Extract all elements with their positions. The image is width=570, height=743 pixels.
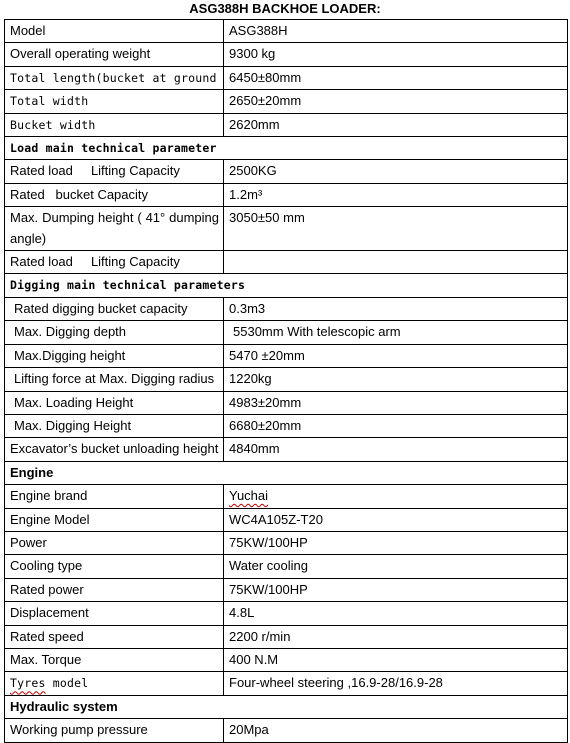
spellcheck-underlined-text: Yuchai bbox=[229, 488, 269, 504]
row-label: Power bbox=[5, 531, 224, 554]
table-row bbox=[5, 344, 568, 367]
row-label: Cooling type bbox=[5, 555, 224, 578]
row-label: Max. Digging Height bbox=[5, 414, 224, 437]
row-label: Max. Digging depth bbox=[5, 321, 224, 344]
table-row bbox=[5, 672, 568, 695]
row-value: 9300 kg bbox=[224, 43, 568, 66]
row-label: Max. Loading Height bbox=[5, 391, 224, 414]
row-value: 6450±80mm bbox=[224, 66, 568, 89]
row-value: 1220kg bbox=[224, 368, 568, 391]
row-value: 4.8L bbox=[224, 602, 568, 625]
row-value: 2620mm bbox=[224, 113, 568, 136]
table-row bbox=[5, 648, 568, 671]
spec-table bbox=[4, 19, 568, 743]
table-row bbox=[5, 578, 568, 601]
section-title: Load main technical parameter bbox=[5, 137, 568, 160]
table-row bbox=[5, 625, 568, 648]
row-label: Rated speed bbox=[5, 625, 224, 648]
row-value: 5530mm With telescopic arm bbox=[224, 321, 568, 344]
row-value: Four-wheel steering ,16.9-28/16.9-28 bbox=[224, 672, 568, 695]
row-label: Max. Torque bbox=[5, 648, 224, 671]
table-row bbox=[5, 183, 568, 206]
row-label: Overall operating weight bbox=[5, 43, 224, 66]
table-row bbox=[5, 391, 568, 414]
table-row bbox=[5, 90, 568, 113]
section-title: Engine bbox=[5, 461, 568, 484]
row-label: Rated digging bucket capacity bbox=[5, 297, 224, 320]
row-value: 400 N.M bbox=[224, 648, 568, 671]
document-title: ASG388H BACKHOE LOADER: bbox=[189, 1, 381, 16]
row-value: Water cooling bbox=[224, 555, 568, 578]
row-label: Rated load Lifting Capacity bbox=[5, 251, 224, 274]
row-label: Rated load Lifting Capacity bbox=[5, 160, 224, 183]
row-label: Total length(bucket at ground bbox=[5, 66, 224, 89]
table-row bbox=[5, 531, 568, 554]
row-label: Lifting force at Max. Digging radius bbox=[5, 368, 224, 391]
row-value bbox=[224, 251, 568, 274]
table-row bbox=[5, 602, 568, 625]
spellcheck-underlined-text: Tyres bbox=[10, 676, 46, 691]
row-value: 3050±50 mm bbox=[224, 207, 568, 251]
table-row bbox=[5, 66, 568, 89]
row-label: Max. Dumping height ( 41° dumping angle) bbox=[5, 207, 224, 251]
table-row bbox=[5, 368, 568, 391]
row-value: 4983±20mm bbox=[224, 391, 568, 414]
row-value: 2500KG bbox=[224, 160, 568, 183]
row-label: Model bbox=[5, 20, 224, 43]
row-value: 4840mm bbox=[224, 438, 568, 461]
row-value bbox=[224, 485, 568, 508]
row-label: Working pump pressure bbox=[5, 719, 224, 742]
table-row bbox=[5, 20, 568, 43]
section-header-row bbox=[5, 695, 568, 718]
row-value: 6680±20mm bbox=[224, 414, 568, 437]
row-label: Excavator’s bucket unloading height bbox=[5, 438, 224, 461]
section-title: Hydraulic system bbox=[5, 695, 568, 718]
row-label: Bucket width bbox=[5, 113, 224, 136]
table-row bbox=[5, 207, 568, 251]
table-row bbox=[5, 321, 568, 344]
table-row bbox=[5, 297, 568, 320]
section-title: Digging main technical parameters bbox=[5, 274, 568, 297]
table-row bbox=[5, 438, 568, 461]
row-label: Total width bbox=[5, 90, 224, 113]
table-row bbox=[5, 113, 568, 136]
table-row bbox=[5, 508, 568, 531]
row-value: 5470 ±20mm bbox=[224, 344, 568, 367]
row-value: 1.2m³ bbox=[224, 183, 568, 206]
row-label: Displacement bbox=[5, 602, 224, 625]
row-label: Engine brand bbox=[5, 485, 224, 508]
table-row bbox=[5, 719, 568, 742]
row-label-rest: model bbox=[45, 676, 89, 691]
table-row bbox=[5, 485, 568, 508]
table-row bbox=[5, 555, 568, 578]
row-value: 75KW/100HP bbox=[224, 578, 568, 601]
row-value: 2200 r/min bbox=[224, 625, 568, 648]
row-value: 2650±20mm bbox=[224, 90, 568, 113]
row-value: 0.3m3 bbox=[224, 297, 568, 320]
table-row bbox=[5, 414, 568, 437]
row-label: Engine Model bbox=[5, 508, 224, 531]
table-row bbox=[5, 160, 568, 183]
row-value: ASG388H bbox=[224, 20, 568, 43]
section-header-row bbox=[5, 137, 568, 160]
table-row bbox=[5, 43, 568, 66]
row-label: Rated bucket Capacity bbox=[5, 183, 224, 206]
row-value: WC4A105Z-T20 bbox=[224, 508, 568, 531]
row-label bbox=[5, 672, 224, 695]
table-row bbox=[5, 251, 568, 274]
section-header-row bbox=[5, 274, 568, 297]
row-label: Max.Digging height bbox=[5, 344, 224, 367]
row-value: 20Mpa bbox=[224, 719, 568, 742]
row-label: Rated power bbox=[5, 578, 224, 601]
section-header-row bbox=[5, 461, 568, 484]
table-edge-mark bbox=[567, 468, 568, 489]
row-value: 75KW/100HP bbox=[224, 531, 568, 554]
